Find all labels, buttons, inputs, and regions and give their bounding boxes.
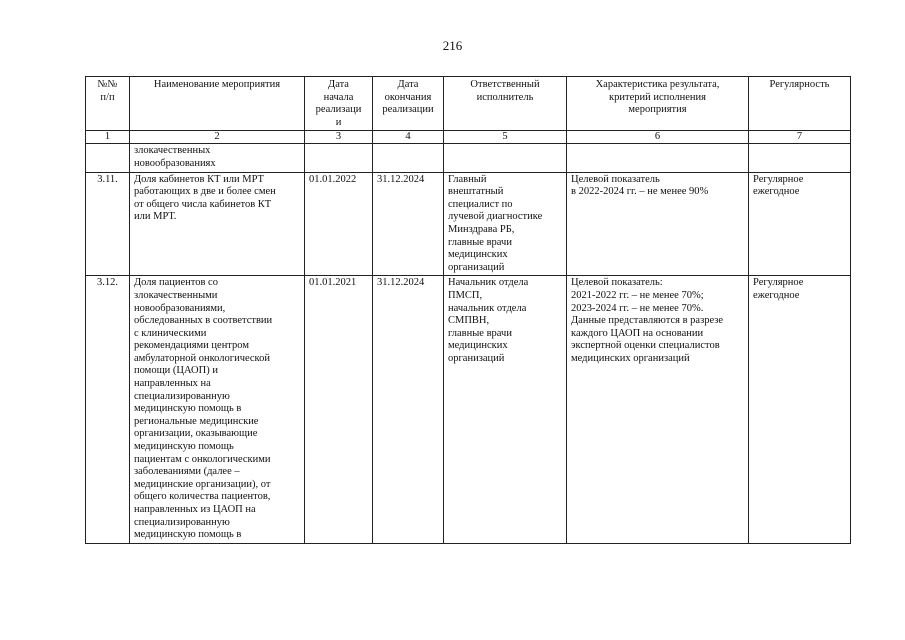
cell-responsible: Главный внештатный специалист по лучевой диагностике Минздрава РБ, главные врачи медицинских организаций <box>444 172 567 276</box>
cell-responsible <box>444 144 567 172</box>
column-number: 7 <box>749 131 851 144</box>
header-responsible: Ответственный исполнитель <box>444 77 567 131</box>
header-end-date: Дата окончания реализации <box>373 77 444 131</box>
cell-regularity <box>749 144 851 172</box>
column-number: 1 <box>86 131 130 144</box>
column-number-row <box>86 131 851 144</box>
cell-name: Доля кабинетов КТ или МРТ работающих в две и более смен от общего числа кабинетов КТ или МРТ. <box>130 172 305 276</box>
cell-responsible: Начальник отдела ПМСП, начальник отдела СМПВН, главные врачи медицинских организаций <box>444 276 567 543</box>
column-number: 2 <box>130 131 305 144</box>
cell-end-date <box>373 144 444 172</box>
cell-result: Целевой показатель в 2022-2024 гг. – не менее 90% <box>567 172 749 276</box>
header-num: №№ п/п <box>86 77 130 131</box>
page-number: 216 <box>442 38 463 53</box>
table-row <box>86 144 851 172</box>
cell-regularity: Регулярное ежегодное <box>749 276 851 543</box>
cell-start-date: 01.01.2021 <box>305 276 373 543</box>
header-row <box>86 77 851 131</box>
cell-name: Доля пациентов со злокачественными новообразованиями, обследованных в соответствии с клиническими рекомендациями центром амбулаторной онкологической помощи (ЦАОП) и направленных на специализированную медицинскую помощь в региональные медицинские организации, оказывающие медицинскую помощь пациентам с онкологическими заболеваниями (далее – медицинские организации), от общего количества пациентов, направленных из ЦАОП на специализированную медицинскую помощь в <box>130 276 305 543</box>
cell-result <box>567 144 749 172</box>
cell-num: 3.11. <box>86 172 130 276</box>
header-name: Наименование мероприятия <box>130 77 305 131</box>
cell-start-date: 01.01.2022 <box>305 172 373 276</box>
cell-name: злокачественных новообразованиях <box>130 144 305 172</box>
cell-end-date: 31.12.2024 <box>373 276 444 543</box>
cell-num <box>86 144 130 172</box>
column-number: 6 <box>567 131 749 144</box>
cell-end-date: 31.12.2024 <box>373 172 444 276</box>
cell-start-date <box>305 144 373 172</box>
cell-result: Целевой показатель: 2021-2022 гг. – не менее 70%; 2023-2024 гг. – не менее 70%. Данные представляются в разрезе каждого ЦАОП на основании экспертной оценки специалистов медицинских организаций <box>567 276 749 543</box>
header-start-date: Дата начала реализаци и <box>305 77 373 131</box>
table-row <box>86 172 851 276</box>
header-regularity: Регулярность <box>749 77 851 131</box>
column-number: 5 <box>444 131 567 144</box>
measures-table <box>85 76 851 544</box>
cell-num: 3.12. <box>86 276 130 543</box>
header-result: Характеристика результата, критерий исполнения мероприятия <box>567 77 749 131</box>
cell-regularity: Регулярное ежегодное <box>749 172 851 276</box>
column-number: 4 <box>373 131 444 144</box>
table-row <box>86 276 851 543</box>
column-number: 3 <box>305 131 373 144</box>
